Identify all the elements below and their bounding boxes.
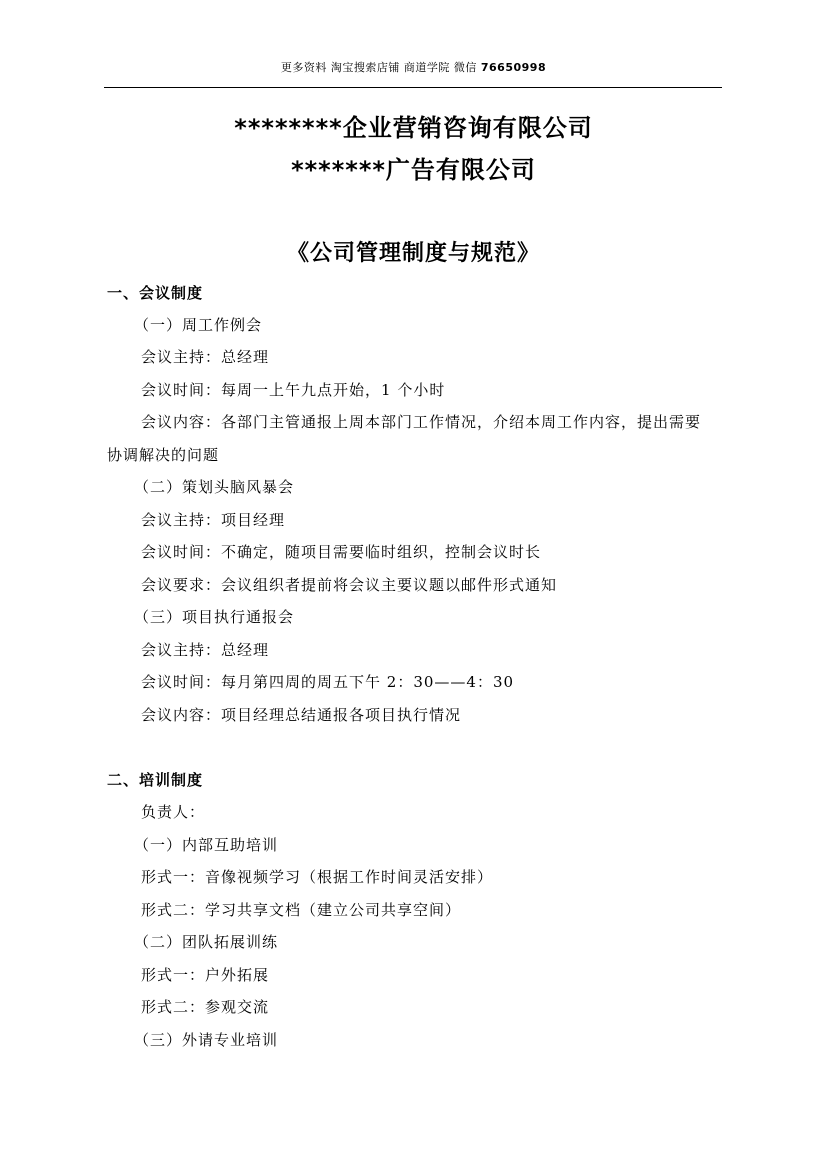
subsection-weekly-meeting: （一）周工作例会: [134, 316, 263, 334]
section-heading-meeting: 一、会议制度: [107, 284, 204, 302]
subsection-brainstorm: （二）策划头脑风暴会: [134, 478, 295, 496]
paragraph-line: 会议主持：总经理: [141, 641, 270, 659]
paragraph-line: 形式一：户外拓展: [141, 966, 270, 984]
paragraph-line: 负责人：: [141, 803, 206, 821]
paragraph-line: 会议主持：项目经理: [141, 511, 286, 529]
header-divider: [104, 87, 722, 88]
paragraph-line: 会议时间：不确定，随项目需要临时组织，控制会议时长: [141, 543, 542, 561]
paragraph-line: 形式二：学习共享文档（建立公司共享空间）: [141, 901, 462, 919]
section-heading-training: 二、培训制度: [107, 771, 204, 789]
subsection-internal-training: （一）内部互助培训: [134, 836, 279, 854]
paragraph-line: 会议时间：每月第四周的周五下午 2：30——4：30: [141, 673, 515, 691]
paragraph-line: 协调解决的问题: [107, 446, 220, 464]
paragraph-line: 形式二：参观交流: [141, 998, 270, 1016]
paragraph-line: 会议内容：项目经理总结通报各项目执行情况: [141, 706, 462, 724]
company-name-2: *******广告有限公司: [291, 156, 536, 184]
paragraph-line: 会议要求：会议组织者提前将会议主要议题以邮件形式通知: [141, 576, 558, 594]
header-wechat-number: 76650998: [480, 61, 547, 74]
company-name-1: ********企业营销咨询有限公司: [234, 114, 593, 142]
document-title: 《公司管理制度与规范》: [286, 240, 540, 266]
page-header: [0, 59, 827, 75]
subsection-external-training: （三）外请专业培训: [134, 1031, 279, 1049]
subsection-team-training: （二）团队拓展训练: [134, 933, 279, 951]
subsection-project-report: （三）项目执行通报会: [134, 608, 295, 626]
paragraph-line: 形式一：音像视频学习（根据工作时间灵活安排）: [141, 868, 494, 886]
header-text: 更多资料 淘宝搜索店铺 商道学院 微信: [280, 61, 481, 74]
paragraph-line: 会议内容：各部门主管通报上周本部门工作情况，介绍本周工作内容，提出需要: [141, 413, 702, 431]
paragraph-line: 会议主持：总经理: [141, 348, 270, 366]
paragraph-line: 会议时间：每周一上午九点开始，1 个小时: [141, 381, 446, 399]
